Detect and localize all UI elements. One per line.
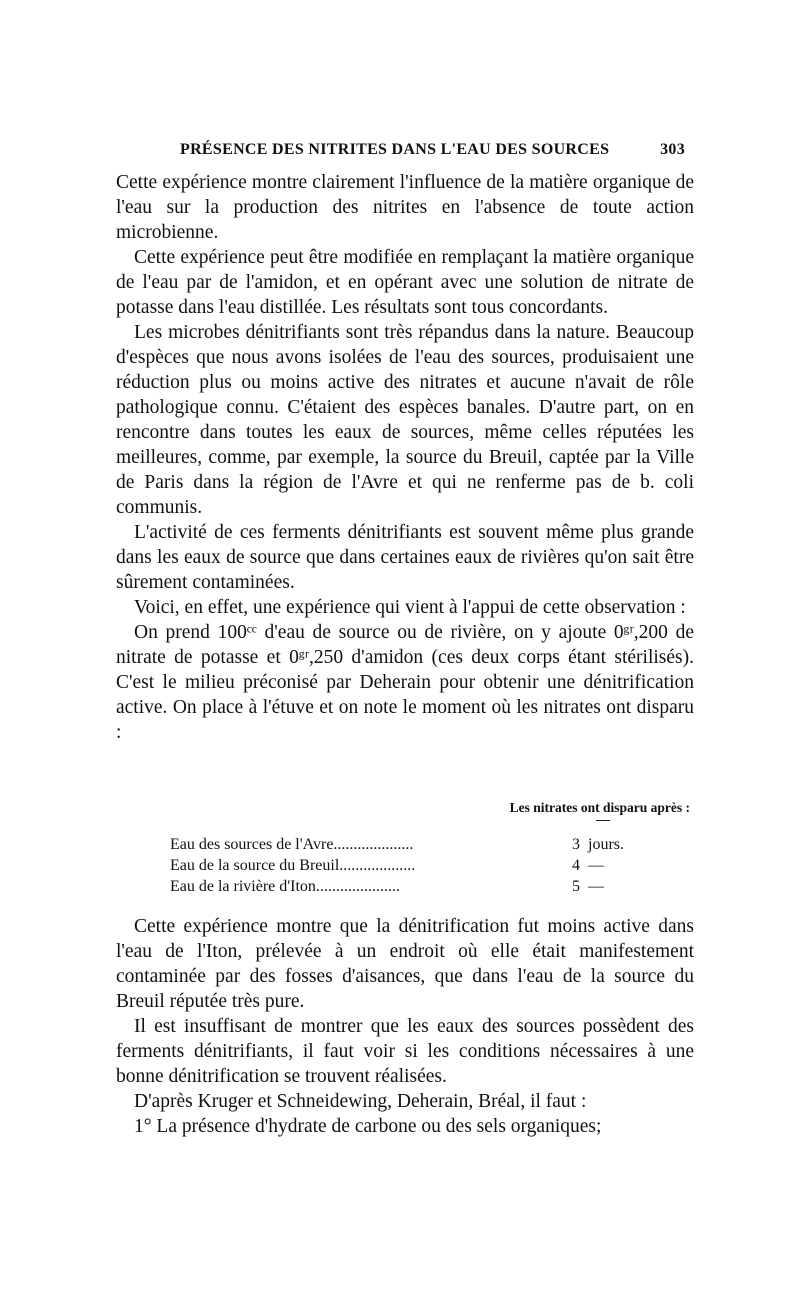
table-row [170,834,640,855]
row-label: Eau de la rivière d'Iton..................... [170,878,400,895]
paragraph: Cette expérience montre que la dénitrification fut moins active dans l'eau de l'Iton, prélevée à un endroit où elle était manifestement contaminée par des fosses d'aisances, que dans l'eau de la source du Breuil réputée très pure. [116,916,694,1012]
row-unit: — [588,857,604,874]
table-row [170,855,640,876]
row-value: 3 [572,836,580,853]
row-unit: jours. [588,836,624,853]
nitrate-table [170,834,640,897]
running-title: PRÉSENCE DES NITRITES DANS L'EAU DES SOURCES [180,141,610,158]
running-head [180,141,685,165]
table-row [170,876,640,897]
table-caption: Les nitrates ont disparu après : [509,800,690,815]
table-divider [596,820,610,821]
row-label: Eau de la source du Breuil................... [170,857,416,874]
row-value: 4 [572,857,580,874]
paragraph: 1° La présence d'hydrate de carbone ou des sels organiques; [134,1116,602,1137]
body-text-top [116,170,694,745]
paragraph: Il est insuffisant de montrer que les eaux des sources possèdent des ferments dénitrifiants, il faut voir si les conditions nécessaires à une bonne dénitrification se trouvent réalisées. [116,1016,694,1087]
paragraph: Les microbes dénitrifiants sont très répandus dans la nature. Beaucoup d'espèces que nous avons isolées de l'eau des sources, produisaient une réduction plus ou moins active des nitrates et aucune n'avait de rôle pathologique connu. C'étaient des espèces banales. D'autre part, on en rencontre dans toutes les eaux de sources, même celles réputées les meilleures, comme, par exemple, la source du Breuil, captée par la Ville de Paris dans la région de l'Avre et qui ne renferme pas de b. coli communis. [116,322,694,518]
paragraph: L'activité de ces ferments dénitrifiants est souvent même plus grande dans les eaux de source que dans certaines eaux de rivières qu'on sait être sûrement contaminées. [116,522,694,593]
row-value: 5 [572,878,580,895]
row-label: Eau des sources de l'Avre.................... [170,836,414,853]
page-number: 303 [660,141,685,158]
paragraph: D'après Kruger et Schneidewing, Deherain, Bréal, il faut : [134,1091,587,1112]
paragraph: Voici, en effet, une expérience qui vient à l'appui de cette observation : [134,597,686,618]
body-text-bottom [116,914,694,1139]
row-unit: — [588,878,604,895]
paragraph: Cette expérience montre clairement l'influence de la matière organique de l'eau sur la production des nitrites en l'absence de toute action microbienne. [116,172,694,243]
paragraph: On prend 100ᶜᶜ d'eau de source ou de rivière, on y ajoute 0ᵍʳ,200 de nitrate de potasse et 0ᵍʳ,250 d'amidon (ces deux corps étant stérilisés). C'est le milieu préconisé par Deherain pour obtenir une dénitrification active. On place à l'étuve et on note le moment où les nitrates ont disparu : [116,622,694,743]
paragraph: Cette expérience peut être modifiée en remplaçant la matière organique de l'eau par de l'amidon, et en opérant avec une solution de nitrate de potasse dans l'eau distillée. Les résultats sont tous concordants. [116,247,694,318]
